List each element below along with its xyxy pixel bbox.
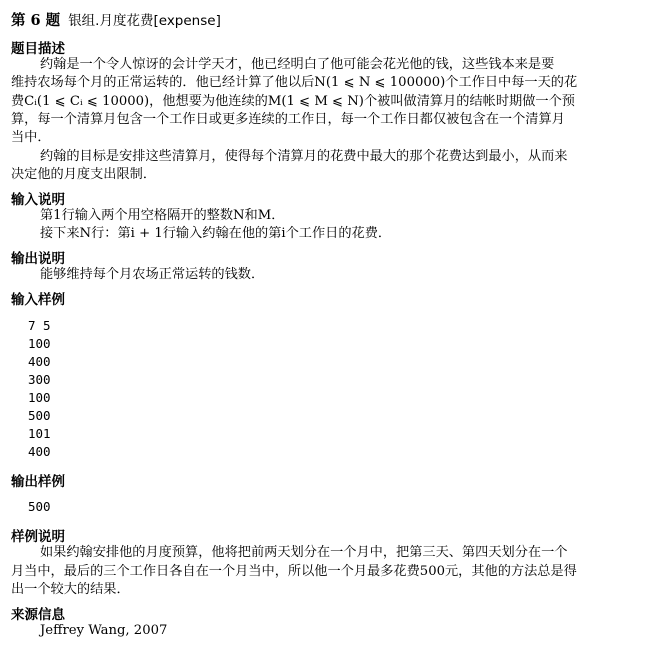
source-line: Jeffrey Wang, 2007: [40, 623, 168, 638]
description-line: 约翰的目标是安排这些清算月，使得每个清算月的花费中最大的那个花费达到最小，从而来: [40, 149, 568, 164]
description-line: 约翰是一个令人惊讶的会计学天才，他已经明白了他可能会花光他的钱，这些钱本来是要: [40, 57, 555, 72]
sample-input-line: 7 5: [28, 318, 51, 333]
problem-title: [11, 9, 221, 30]
description-heading: 题目描述: [11, 41, 65, 57]
sample-output-line: 500: [28, 499, 51, 514]
output-line: 能够维持每个月农场正常运转的钱数．: [40, 267, 265, 282]
description-line: 当中．: [11, 130, 51, 145]
sample-input-line: 100: [28, 390, 51, 405]
sample-explain-line: 出一个较大的结果．: [11, 582, 130, 597]
output-heading: 输出说明: [11, 251, 65, 267]
sample-input-line: 300: [28, 372, 51, 387]
sample-input-line: 500: [28, 408, 51, 423]
input-line: 接下来N行：第i + 1行输入约翰在他的第i个工作日的花费．: [40, 226, 392, 241]
description-line: 费Cᵢ(1 ⩽ Cᵢ ⩽ 10000)，他想要为他连续的M(1 ⩽ M ⩽ N)个被叫做清算月的结帐时期做一个预: [11, 94, 575, 109]
sample-input-line: 400: [28, 444, 51, 459]
sample-explain-line: 如果约翰安排他的月度预算，他将把前两天划分在一个月中，把第三天、第四天划分在一个: [40, 545, 568, 560]
problem-name: 银组.月度花费[expense]: [68, 13, 221, 29]
description-line: 维持农场每个月的正常运转的．他已经计算了他以后N(1 ⩽ N ⩽ 100000)个工作日中每一天的花: [11, 75, 578, 90]
sample-output-heading: 输出样例: [11, 474, 65, 490]
sample-input-line: 101: [28, 426, 51, 441]
problem-number: 第 6 题: [11, 12, 61, 29]
sample-input-heading: 输入样例: [11, 292, 65, 308]
input-heading: 输入说明: [11, 192, 65, 208]
description-line: 决定他的月度支出限制．: [11, 167, 157, 182]
sample-explain-line: 月当中，最后的三个工作日各自在一个月当中，所以他一个月最多花费500元，其他的方法总是得: [11, 564, 577, 579]
source-heading: 来源信息: [11, 607, 65, 623]
sample-input-line: 400: [28, 354, 51, 369]
description-line: 算，每一个清算月包含一个工作日或更多连续的工作日，每一个工作日都仅被包含在一个清算月: [11, 112, 565, 127]
sample-explain-heading: 样例说明: [11, 529, 65, 545]
sample-input-line: 100: [28, 336, 51, 351]
input-line: 第1行输入两个用空格隔开的整数N和M．: [40, 208, 285, 223]
